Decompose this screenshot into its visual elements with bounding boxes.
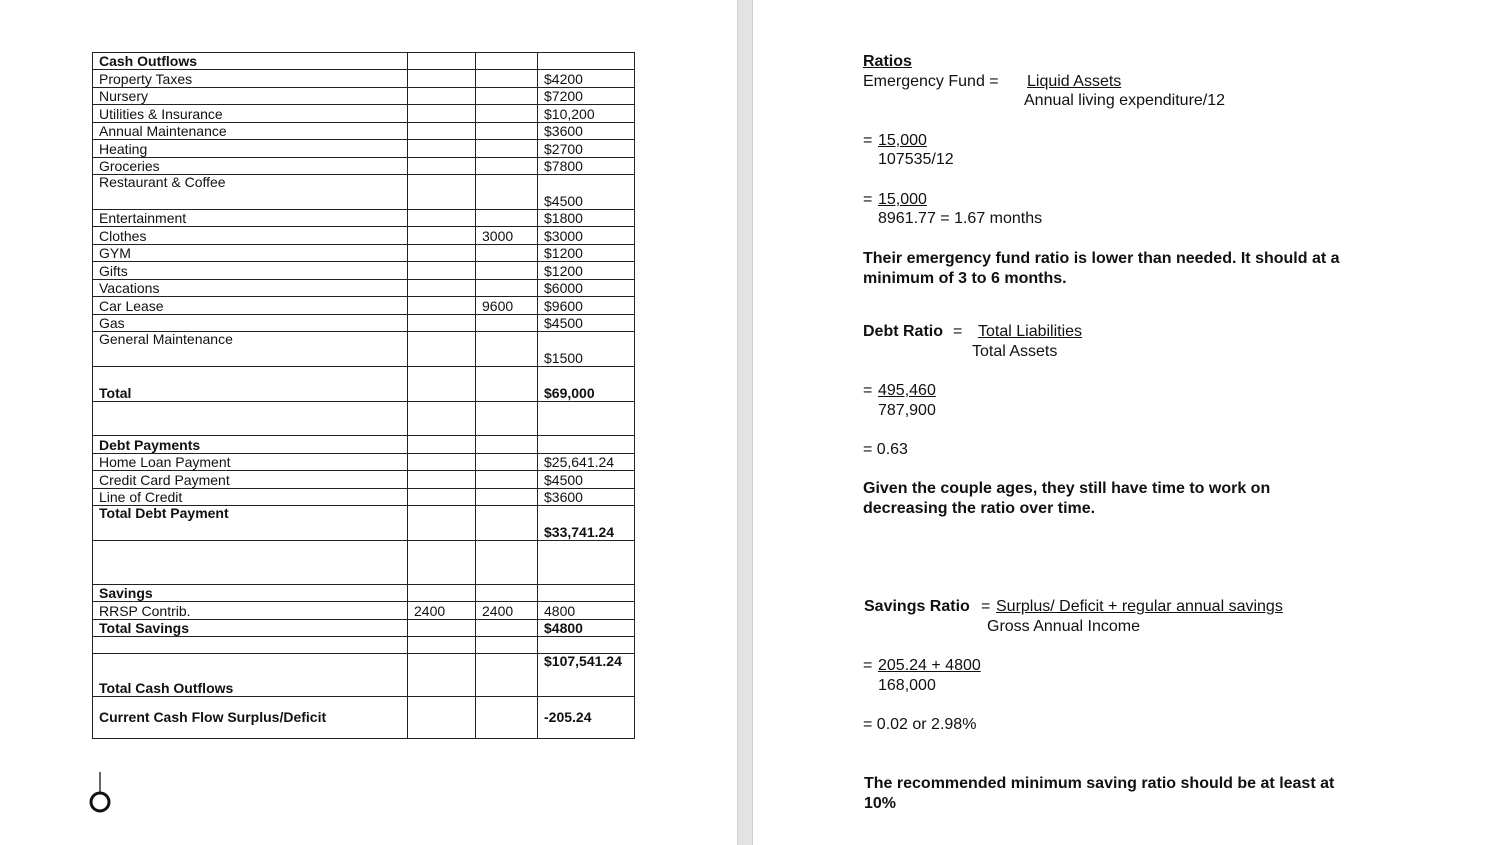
emergency-step1-eq: =: [863, 132, 873, 149]
table-row: [93, 262, 635, 280]
savings-denominator: Gross Annual Income: [987, 618, 1140, 635]
table-row: [93, 53, 635, 70]
savings-result: = 0.02 or 2.98%: [863, 716, 977, 733]
row-label: Heating: [93, 140, 408, 158]
debt-step1-eq: =: [863, 382, 873, 399]
table-row-empty: [93, 402, 635, 436]
emergency-comment-line2: minimum of 3 to 6 months.: [863, 270, 1067, 287]
section-header-debt: Debt Payments: [93, 436, 408, 454]
table-row: [93, 471, 635, 489]
savings-ratio-eq: =: [981, 598, 991, 615]
table-row: [93, 88, 635, 105]
row-label: Gifts: [93, 262, 408, 280]
row-label: Gas: [93, 315, 408, 332]
row-amount: $1800: [538, 210, 635, 227]
row-label-total-debt: Total Debt Payment: [93, 506, 408, 541]
debt-step1-denominator: 787,900: [878, 402, 936, 419]
table-row: [93, 602, 635, 620]
row-label: Property Taxes: [93, 70, 408, 88]
emergency-step2-numerator: 15,000: [878, 191, 927, 208]
table-row-empty: [93, 637, 635, 654]
table-row: [93, 489, 635, 506]
debt-ratio-label: Debt Ratio: [863, 323, 943, 340]
row-label: RRSP Contrib.: [93, 602, 408, 620]
row-amount: $2700: [538, 140, 635, 158]
emergency-step2-denominator: 8961.77 = 1.67 months: [878, 210, 1043, 227]
table-row: [93, 436, 635, 454]
table-row: [93, 454, 635, 471]
savings-step1-eq: =: [863, 657, 873, 674]
page-divider: [737, 0, 753, 845]
row-amount-total-cash-outflows: $107,541.24: [538, 654, 635, 697]
row-amount: $9600: [538, 297, 635, 315]
row-label: Line of Credit: [93, 489, 408, 506]
table-row-empty: [93, 541, 635, 585]
row-value-1: 2400: [408, 602, 476, 620]
row-label: Groceries: [93, 158, 408, 175]
row-value-2: 2400: [476, 602, 538, 620]
savings-step1-numerator: 205.24 + 4800: [878, 657, 981, 674]
debt-denominator: Total Assets: [972, 343, 1058, 360]
table-row: [93, 367, 635, 402]
row-label: Home Loan Payment: [93, 454, 408, 471]
table-row: [93, 280, 635, 297]
row-label: General Maintenance: [93, 332, 408, 367]
row-label: GYM: [93, 245, 408, 262]
table-row: [93, 697, 635, 739]
row-amount: $7200: [538, 88, 635, 105]
table-row: [93, 620, 635, 637]
emergency-numerator: Liquid Assets: [1027, 73, 1122, 90]
table-row: [93, 315, 635, 332]
row-label: Vacations: [93, 280, 408, 297]
row-amount-surplus-deficit: -205.24: [538, 697, 635, 739]
row-label: Credit Card Payment: [93, 471, 408, 489]
row-amount: $3000: [538, 227, 635, 245]
document-page-left: [0, 0, 737, 845]
debt-ratio-eq: =: [953, 323, 963, 340]
row-label-total: Total: [93, 367, 408, 402]
debt-result: = 0.63: [863, 441, 908, 458]
row-label: Car Lease: [93, 297, 408, 315]
table-row: [93, 158, 635, 175]
row-amount: $1200: [538, 245, 635, 262]
row-label-surplus-deficit: Current Cash Flow Surplus/Deficit: [93, 697, 408, 739]
table-header-cash-outflows: Cash Outflows: [93, 53, 408, 70]
row-amount: $4500: [538, 175, 635, 210]
table-row: [93, 332, 635, 367]
row-amount-total-debt: $33,741.24: [538, 506, 635, 541]
row-amount: $3600: [538, 489, 635, 506]
savings-comment-line2: 10%: [864, 795, 897, 812]
ratios-title: Ratios: [863, 53, 912, 70]
row-label: Annual Maintenance: [93, 123, 408, 140]
row-amount: $3600: [538, 123, 635, 140]
row-amount: $25,641.24: [538, 454, 635, 471]
row-label: Nursery: [93, 88, 408, 105]
row-amount: $4500: [538, 315, 635, 332]
row-label: Restaurant & Coffee: [93, 175, 408, 210]
table-row: [93, 654, 635, 697]
savings-ratio-label: Savings Ratio: [864, 598, 970, 615]
table-row: [93, 123, 635, 140]
emergency-fund-label: Emergency Fund =: [863, 73, 999, 90]
row-amount: $7800: [538, 158, 635, 175]
table-row: [93, 210, 635, 227]
emergency-denominator: Annual living expenditure/12: [1024, 92, 1226, 109]
row-label-total-savings: Total Savings: [93, 620, 408, 637]
table-row: [93, 105, 635, 123]
table-row: [93, 175, 635, 210]
row-label-total-cash-outflows: Total Cash Outflows: [93, 654, 408, 697]
row-amount: $10,200: [538, 105, 635, 123]
table-row: [93, 70, 635, 88]
table-row: [93, 140, 635, 158]
savings-step1-denominator: 168,000: [878, 677, 936, 694]
table-row: [93, 245, 635, 262]
debt-comment-line2: decreasing the ratio over time.: [863, 500, 1096, 517]
savings-numerator: Surplus/ Deficit + regular annual savings: [996, 598, 1283, 615]
emergency-step1-denominator: 107535/12: [878, 151, 954, 168]
row-amount: 4800: [538, 602, 635, 620]
emergency-step1-numerator: 15,000: [878, 132, 927, 149]
emergency-comment-line1: Their emergency fund ratio is lower than needed. It should at a: [863, 250, 1340, 267]
savings-comment-line1: The recommended minimum saving ratio should be at least at: [864, 775, 1335, 792]
row-amount: $4200: [538, 70, 635, 88]
row-amount-total: $69,000: [538, 367, 635, 402]
debt-numerator: Total Liabilities: [978, 323, 1083, 340]
table-row: [93, 585, 635, 602]
row-amount-total-savings: $4800: [538, 620, 635, 637]
cash-flow-table: [92, 52, 635, 739]
table-row: Car Lease 9600 $9600: [93, 297, 635, 315]
row-amount: $1200: [538, 262, 635, 280]
row-amount: $4500: [538, 471, 635, 489]
row-label: Utilities & Insurance: [93, 105, 408, 123]
row-amount: $1500: [538, 332, 635, 367]
row-label: Entertainment: [93, 210, 408, 227]
section-header-savings: Savings: [93, 585, 408, 602]
document-page-right: [753, 0, 1504, 845]
debt-comment-line1: Given the couple ages, they still have time to work on: [863, 480, 1271, 497]
table-row: [93, 506, 635, 541]
table-row: Clothes 3000 $3000: [93, 227, 635, 245]
row-amount: $6000: [538, 280, 635, 297]
emergency-step2-eq: =: [863, 191, 873, 208]
row-label: Clothes: [93, 227, 408, 245]
debt-step1-numerator: 495,460: [878, 382, 936, 399]
anchor-icon[interactable]: [88, 772, 114, 816]
